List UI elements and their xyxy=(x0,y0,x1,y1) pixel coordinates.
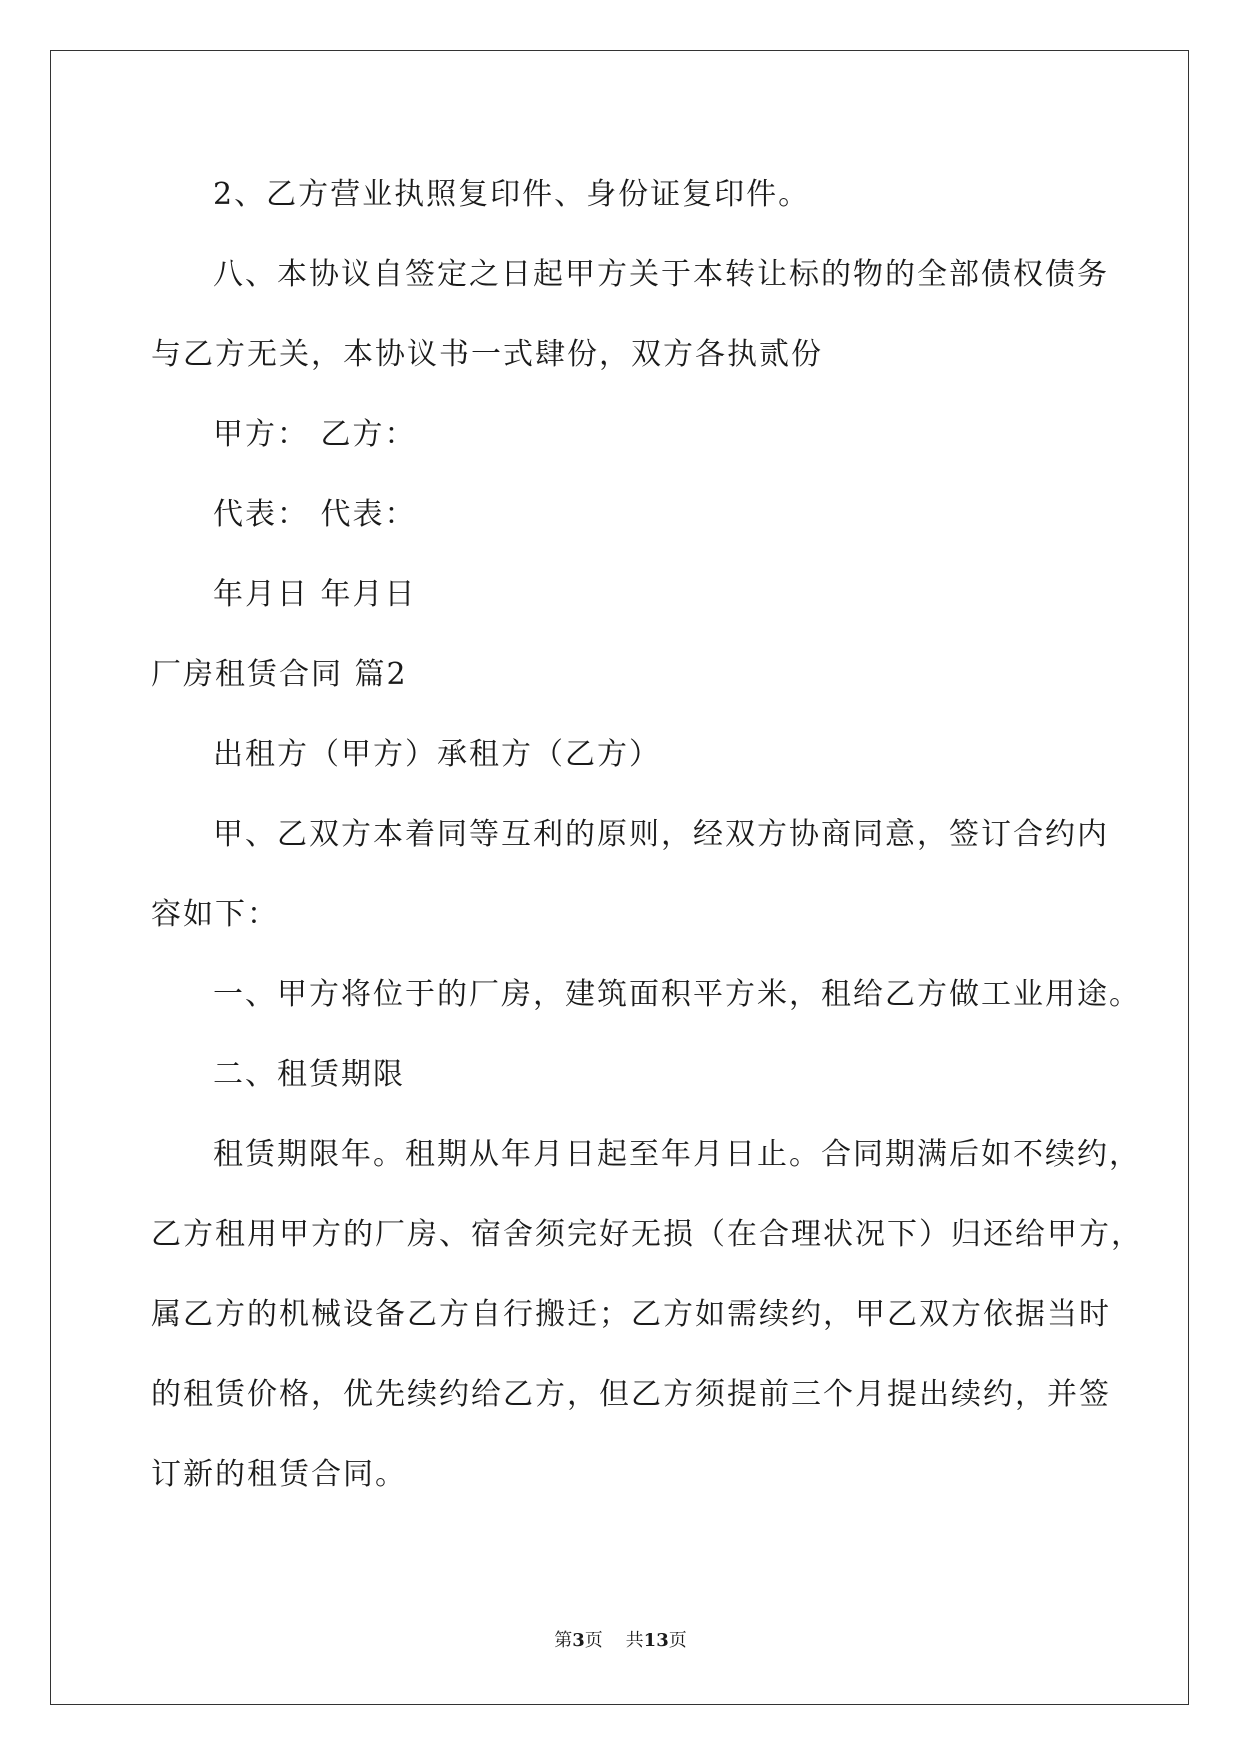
text-line-4: 甲方： 乙方： xyxy=(213,417,417,452)
text-line-16: 的租赁价格，优先续约给乙方，但乙方须提前三个月提出续约，并签 xyxy=(151,1377,1111,1412)
page-footer xyxy=(0,1629,1241,1653)
footer-total-prefix: 共 xyxy=(625,1630,644,1651)
text-line-17: 订新的租赁合同。 xyxy=(151,1457,407,1492)
text-line-5: 代表： 代表： xyxy=(213,497,417,532)
text-line-6: 年月日 年月日 xyxy=(213,577,417,612)
footer-total-suffix: 页 xyxy=(668,1630,687,1651)
text-line-10: 容如下： xyxy=(151,897,279,932)
footer-page-number: 3 xyxy=(572,1630,585,1651)
text-line-1: 2、乙方营业执照复印件、身份证复印件。 xyxy=(213,177,811,212)
text-line-3: 与乙方无关，本协议书一式肆份，双方各执贰份 xyxy=(151,337,823,372)
text-line-15: 属乙方的机械设备乙方自行搬迁；乙方如需续约，甲乙双方依据当时 xyxy=(151,1297,1111,1332)
footer-total-pages: 13 xyxy=(643,1630,669,1651)
text-line-2: 八、本协议自签定之日起甲方关于本转让标的物的全部债权债务 xyxy=(213,257,1109,292)
text-line-13: 租赁期限年。租期从年月日起至年月日止。合同期满后如不续约， xyxy=(213,1137,1141,1172)
section-heading: 厂房租赁合同 篇2 xyxy=(151,657,408,692)
footer-page-suffix: 页 xyxy=(584,1630,603,1651)
footer-prefix: 第 xyxy=(554,1630,573,1651)
text-line-8: 出租方（甲方）承租方（乙方） xyxy=(213,737,661,772)
text-line-11: 一、甲方将位于的厂房，建筑面积平方米，租给乙方做工业用途。 xyxy=(213,977,1141,1012)
text-line-14: 乙方租用甲方的厂房、宿舍须完好无损（在合理状况下）归还给甲方， xyxy=(151,1217,1143,1252)
text-line-9: 甲、乙双方本着同等互利的原则，经双方协商同意，签订合约内 xyxy=(213,817,1109,852)
text-line-12: 二、租赁期限 xyxy=(213,1057,405,1092)
